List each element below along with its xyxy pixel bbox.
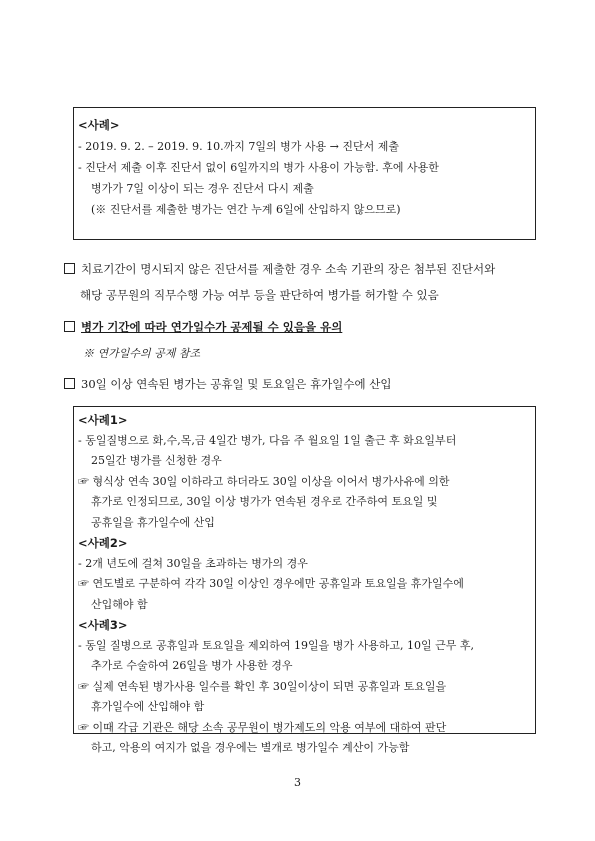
case-line: 하고, 악용의 여지가 없을 경우에는 별개로 병가일수 계산이 가능함 — [91, 741, 410, 754]
case-line: 공휴일을 휴가일수에 산입 — [91, 515, 215, 529]
case-line: 산입해야 함 — [91, 597, 148, 611]
case-line: - 동일 질병으로 공휴일과 토요일을 제외하여 19일을 병가 사용하고, 10일 근무 후, — [78, 638, 474, 652]
case-line: ☞ 형식상 연속 30일 이하라고 하더라도 30일 이상을 이어서 병가사유에 의한 — [78, 474, 450, 488]
case-line: - 진단서 제출 이후 진단서 없이 6일까지의 병가 사용이 가능함. 후에 사용한 — [78, 161, 439, 174]
paragraph-line: 해당 공무원의 직무수행 가능 여부 등을 판단하여 병가를 허가할 수 있음 — [80, 288, 439, 302]
case-line: - 동일질병으로 화,수,목,금 4일간 병가, 다음 주 월요일 1일 출근 후 화요일부터 — [78, 433, 457, 447]
reference-note: ※ 연가일수의 공제 참조 — [83, 347, 201, 360]
paragraph-30-days — [64, 371, 392, 397]
case-line: - 2019. 9. 2. – 2019. 9. 10.까지 7일의 병가 사용 → 진단서 제출 — [78, 140, 399, 153]
checkbox-icon — [64, 321, 75, 332]
case-line: 휴가로 인정되므로, 30일 이상 병가가 연속된 경우로 간주하여 토요일 및 — [91, 495, 438, 508]
case-line: (※ 진단서를 제출한 병가는 연간 누계 6일에 산입하지 않으므로) — [91, 203, 401, 216]
section-heading — [64, 314, 342, 340]
checkbox-icon — [64, 263, 75, 274]
case-box-1 — [73, 107, 536, 240]
checkbox-icon — [64, 378, 75, 389]
heading-text: 병가 기간에 따라 연가일수가 공제될 수 있음을 유의 — [81, 320, 343, 334]
case-title: <사례> — [78, 118, 120, 132]
paragraph-undated-certificate — [64, 256, 495, 308]
page-number: 3 — [294, 776, 301, 789]
case-box-2 — [73, 406, 536, 754]
case-line: - 2개 년도에 걸쳐 30일을 초과하는 병가의 경우 — [78, 556, 308, 570]
case-line: 25일간 병가를 신청한 경우 — [91, 454, 222, 467]
case-title: <사례3> — [78, 618, 128, 632]
case-title: <사례2> — [78, 536, 128, 550]
case-line: 추가로 수술하여 26일을 병가 사용한 경우 — [91, 659, 293, 672]
case-line: ☞ 이때 각급 기관은 해당 소속 공무원이 병가제도의 악용 여부에 대하여 판단 — [78, 720, 447, 734]
case-line: ☞ 실제 연속된 병가사용 일수를 확인 후 30일이상이 되면 공휴일과 토요일을 — [78, 679, 447, 693]
case-line: 병가가 7일 이상이 되는 경우 진단서 다시 제출 — [91, 182, 314, 195]
case-line: 휴가일수에 산입해야 함 — [91, 700, 205, 713]
case-title: <사례1> — [78, 413, 128, 427]
paragraph-line: 치료기간이 명시되지 않은 진단서를 제출한 경우 소속 기관의 장은 첨부된 진단서와 — [81, 262, 496, 276]
case-line: ☞ 연도별로 구분하여 각각 30일 이상인 경우에만 공휴일과 토요일을 휴가일수에 — [78, 577, 464, 590]
paragraph-line: 30일 이상 연속된 병가는 공휴일 및 토요일은 휴가일수에 산입 — [81, 377, 392, 391]
